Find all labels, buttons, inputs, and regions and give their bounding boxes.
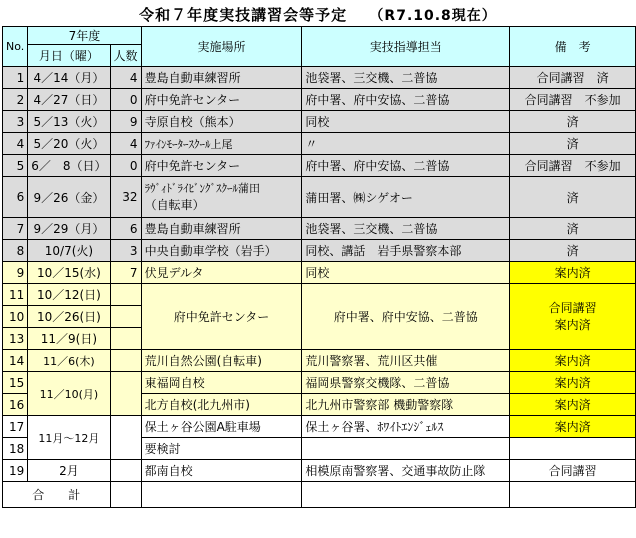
header-date: 月日（曜） — [28, 45, 110, 67]
total-label: 合 計 — [3, 482, 111, 508]
table-row: 11 10／12(日) 府中免許センター 府中署、府中安協、二普協 合同講習 案内済 — [3, 284, 636, 306]
table-row: 2 4／27（日） 0 府中免許センター 府中署、府中安協、二普協 合同講習 不参加 — [3, 89, 636, 111]
header-no: No. — [3, 27, 28, 67]
table-row: 9 10／15(水) 7 伏見デルタ 同校 案内済 — [3, 262, 636, 284]
header-instructor: 実技指導担当 — [302, 27, 510, 67]
table-row: 14 11／6(木) 荒川自然公園(自転車) 荒川警察署、荒川区共催 案内済 — [3, 350, 636, 372]
table-row: 4 5／20（火） 4 ﾌｧｲﾝﾓｰﾀｰｽｸｰﾙ上尾 〃 済 — [3, 133, 636, 155]
merged-remarks: 合同講習 案内済 — [510, 284, 636, 350]
header-count: 人数 — [110, 45, 141, 67]
header-row-1 — [3, 27, 636, 45]
table-row: 1 4／14（月） 4 豊島自動車練習所 池袋署、三交機、二普協 合同講習 済 — [3, 67, 636, 89]
table-row: 17 11月～12月 保土ヶ谷公園A駐車場 保土ヶ谷署、ﾎﾜｲﾄｴﾝｼﾞｪﾙｽ 案内済 — [3, 416, 636, 438]
table-row: 5 6／ 8（日） 0 府中免許センター 府中署、府中安協、二普協 合同講習 不参加 — [3, 155, 636, 177]
header-year: 7年度 — [28, 27, 141, 45]
merged-date-nov10: 11／10(月) — [28, 372, 110, 416]
table-row: 16 北方自校(北九州市) 北九州市警察部 機動警察隊 案内済 — [3, 394, 636, 416]
header-place: 実施場所 — [141, 27, 302, 67]
page-title: 令和７年度実技講習会等予定 （R7.10.8現在） — [139, 6, 497, 24]
table-row: 8 10/7(火) 3 中央自動車学校（岩手） 同校、講話 岩手県警察本部 済 — [3, 240, 636, 262]
table-row: 18 要検討 — [3, 438, 636, 460]
schedule-table — [2, 26, 636, 508]
total-row — [3, 482, 636, 508]
table-row: 7 9／29（月） 6 豊島自動車練習所 池袋署、三交機、二普協 済 — [3, 218, 636, 240]
table-row: 19 2月 都南自校 相模原南警察署、交通事故防止隊 合同講習 — [3, 460, 636, 482]
table-row: 3 5／13（火） 9 寺原自校（熊本） 同校 済 — [3, 111, 636, 133]
table-row: 15 11／10(月) 東福岡自校 福岡県警察交機隊、二普協 案内済 — [3, 372, 636, 394]
title-date: （R7.10.8現在） — [369, 8, 497, 24]
merged-date-nov-dec: 11月～12月 — [28, 416, 110, 460]
merged-instructor: 府中署、府中安協、二普協 — [302, 284, 510, 350]
header-remarks: 備 考 — [510, 27, 636, 67]
table-row: 13 11／9(日) — [3, 328, 636, 350]
merged-place: 府中免許センター — [141, 284, 302, 350]
table-row: 10 10／26(日) — [3, 306, 636, 328]
table-row: 6 9／26（金） 32 ﾗｳﾞｨﾄﾞﾗｲﾋﾞﾝｸﾞｽｸｰﾙ蒲田 （自転車） 蒲田署、㈱シゲオー 済 — [3, 177, 636, 218]
